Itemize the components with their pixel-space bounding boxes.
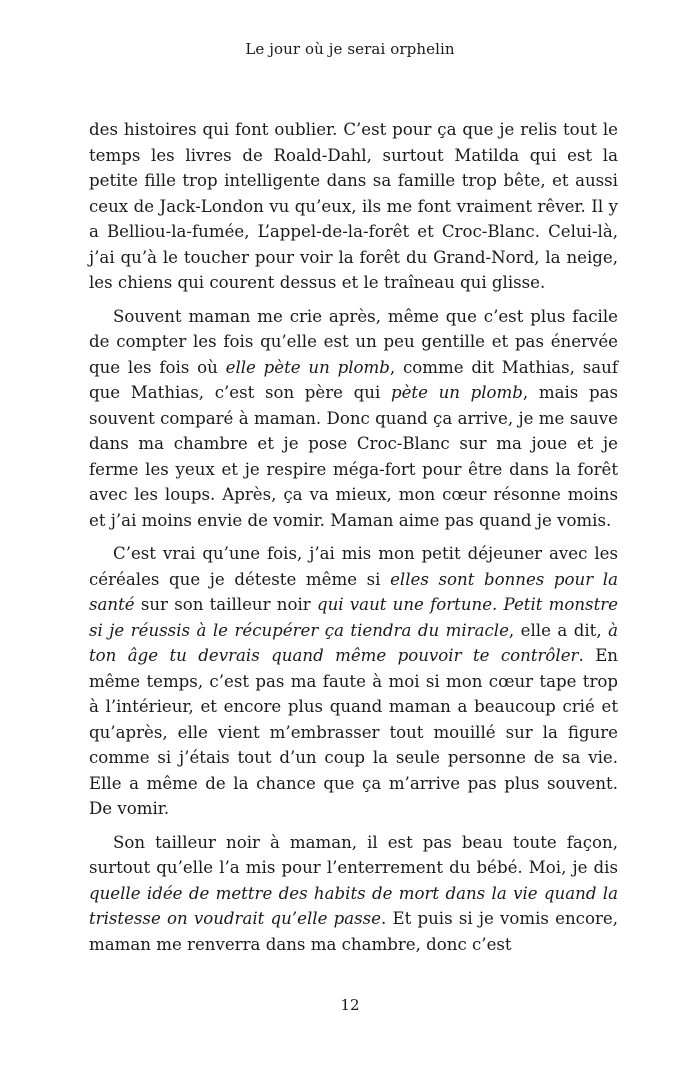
text-run: . En même temps, c’est pas ma faute à moi si mon cœur tape trop à l’intérieur, et encore plus quand maman a beaucoup crié et qu’après, elle vient m’embrasser tout mouillé sur la figure comme si j’étais tout d’un coup la seule personne de sa vie. Elle a même de la chance que ça m’arrive pas plus souvent. De vomir. [89,646,618,818]
text-run: C’est vrai qu’une fois, j’ai mis mon petit déjeuner avec les céréales que je déteste même si [89,544,618,589]
text-run: Son tailleur noir à maman, il est pas beau toute façon, surtout qu’elle l’a mis pour l’enterrement du bébé. Moi, je dis [89,832,618,877]
italic-run: qui vaut une fortune. Petit monstre si je réussis à le récupérer ça tiendra du miracle [89,595,618,640]
paragraph [89,117,618,296]
paragraph [89,830,618,958]
paragraph [89,304,618,534]
italic-run: pète un plomb [390,383,523,402]
italic-run: elles sont bonnes pour la santé [89,569,618,614]
italic-run: quelle idée de mettre des habits de mort dans la vie quand la tristesse on voudrait qu’elle passe [89,883,618,928]
text-run: , mais pas souvent comparé à maman. Donc quand ça arrive, je me sauve dans ma chambre et je pose Croc-Blanc sur ma joue et je ferme les yeux et je respire méga-fort pour être dans la forêt avec les loups. Après, ça va mieux, mon cœur résonne moins et j’ai moins envie de vomir. Maman aime pas quand je vomis. [89,383,618,530]
text-run: , elle a dit, [508,620,609,640]
paragraph [89,541,618,822]
text-run: des histoires qui font oublier. C’est pour ça que je relis tout le temps les livres de Roald-Dahl, surtout Matilda qui est la petite fille trop intelligente dans sa famille trop bête, et aussi ceux de Jack-London vu qu’eux, ils me font vraiment rêver. Il y a Belliou-la-fumée, L’appel-de-la-forêt et Croc-Blanc. Celui-là, j’ai qu’à le toucher pour voir la forêt du Grand-Nord, la neige, les chiens qui courent dessus et le traîneau qui glisse. [89,120,618,292]
text-run: Souvent maman me crie après, même que c’est plus facile de compter les fois qu’elle est un peu gentille et pas énervée que les fois où [89,306,618,377]
text-run: , comme dit Mathias, sauf que Mathias, c’est son père qui [89,357,618,402]
italic-run: elle pète un plomb [225,357,390,377]
page-number: 12 [340,996,360,1014]
body-text [89,117,618,965]
italic-run: à ton âge tu devrais quand même pouvoir te contrôler [89,620,618,665]
text-run: sur son tailleur noir [134,595,317,614]
text-run: . Et puis si je vomis encore, maman me renverra dans ma chambre, donc c’est [89,909,618,954]
running-head-title: Le jour où je serai orphelin [245,40,455,58]
